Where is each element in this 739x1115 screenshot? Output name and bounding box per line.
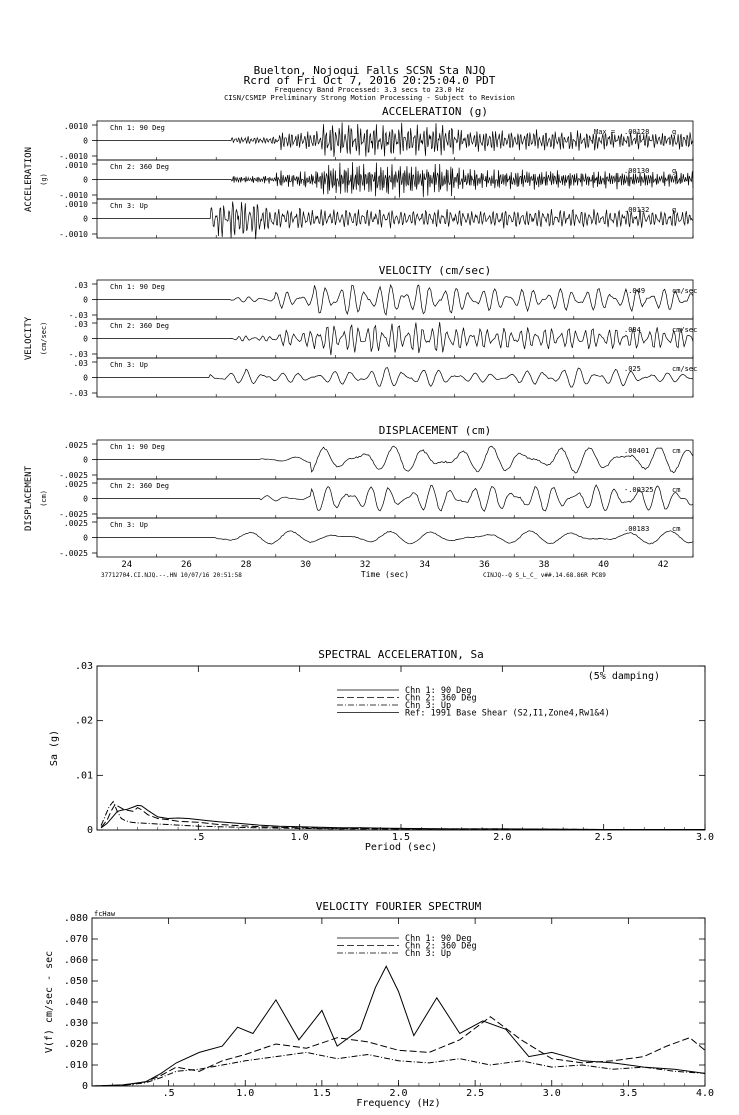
- x-tick-label: 2.0: [493, 832, 512, 843]
- y-tick-label-zero: 0: [83, 175, 88, 185]
- peak-unit: cm: [672, 525, 681, 533]
- time-tick-label: 38: [538, 560, 550, 570]
- footer-right: CINJQ--Q S_L_C_ v##.14.68.86R PC89: [483, 572, 606, 579]
- channel-waveform: [97, 485, 693, 511]
- panel-title: DISPLACEMENT (cm): [378, 424, 492, 437]
- series-line-1: [101, 805, 705, 829]
- y-tick-label-zero: 0: [83, 533, 88, 543]
- peak-unit: g: [672, 206, 677, 214]
- y-tick-label: 0: [86, 825, 93, 836]
- y-tick-label-neg: -.0025: [59, 549, 88, 558]
- y-tick-label-neg: -.0010: [59, 230, 88, 239]
- x-tick-label: .5: [162, 1088, 175, 1099]
- y-tick-label: .01: [74, 770, 93, 782]
- peak-unit: g: [672, 128, 677, 136]
- legend-label: Ref: 1991 Base Shear (S2,I1,Zone4,Rw1&4): [405, 708, 610, 719]
- channel-label: Chn 3: Up: [110, 361, 148, 369]
- x-tick-label: 3.0: [542, 1088, 561, 1099]
- station-title: Buelton, Nojoqui Falls SCSN Sta NJQ: [253, 64, 486, 77]
- x-tick-label: .5: [192, 832, 205, 843]
- y-tick-label: .050: [63, 976, 88, 987]
- peak-unit: cm/sec: [672, 365, 698, 373]
- series-line-2: [92, 1017, 705, 1086]
- y-tick-label-zero: 0: [83, 334, 88, 344]
- x-tick-label: 1.0: [290, 832, 309, 843]
- y-tick-label-neg: -.0025: [59, 471, 88, 480]
- y-tick-label-zero: 0: [83, 373, 88, 383]
- timeseries-panel-vel: [24, 264, 697, 398]
- legend-label: Chn 1: 90 Deg: [405, 934, 472, 944]
- timeseries-panel-dis: [24, 424, 693, 558]
- chart-title: SPECTRAL ACCELERATION, Sa: [318, 648, 484, 661]
- channel-waveform: [97, 202, 693, 240]
- y-tick-label-neg: -.0010: [59, 191, 88, 200]
- time-tick-label: 24: [121, 560, 133, 570]
- time-tick-label: 42: [657, 560, 669, 570]
- channel-label: Chn 2: 360 Deg: [110, 163, 170, 171]
- y-tick-label: .03: [74, 661, 93, 672]
- damping-note: (5% damping): [587, 671, 660, 682]
- channel-label: Chn 2: 360 Deg: [110, 482, 170, 490]
- legend-label: Chn 2: 360 Deg: [405, 693, 477, 704]
- time-tick-label: 36: [478, 560, 490, 570]
- y-tick-label-zero: 0: [83, 494, 88, 504]
- channel-waveform: [97, 531, 693, 544]
- x-tick-label: 1.5: [391, 832, 411, 843]
- channel-label: Chn 1: 90 Deg: [110, 443, 165, 451]
- processing-note: CISN/CSMIP Preliminary Strong Motion Processing - Subject to Revision: [224, 94, 515, 102]
- time-tick-label: 26: [180, 560, 192, 570]
- x-tick-label: 2.5: [594, 832, 613, 843]
- legend-label: Chn 2: 360 Deg: [405, 941, 477, 952]
- chart-title: VELOCITY FOURIER SPECTRUM: [315, 900, 482, 913]
- series-line-3: [101, 802, 705, 830]
- x-tick-label: 2.0: [389, 1088, 408, 1099]
- channel-label: Chn 3: Up: [110, 202, 148, 210]
- peak-value: .00130: [624, 167, 650, 175]
- y-tick-label-neg: -.03: [68, 389, 88, 398]
- frequency-band: Frequency Band Processed: 3.3 secs to 23.0 Hz: [274, 86, 465, 94]
- series-line-2: [101, 804, 705, 829]
- corner-label: fcHaw: [94, 910, 116, 918]
- y-tick-label: .020: [63, 1039, 88, 1050]
- y-tick-label-neg: -.0025: [59, 510, 88, 519]
- channel-waveform: [97, 162, 693, 198]
- panel-unit-label: (g): [40, 173, 48, 186]
- channel-label: Chn 1: 90 Deg: [110, 124, 165, 132]
- y-tick-label-pos: .0025: [63, 519, 88, 528]
- x-tick-label: 3.5: [619, 1088, 638, 1099]
- y-tick-label-zero: 0: [83, 455, 88, 465]
- peak-unit: cm: [672, 486, 681, 494]
- time-axis-label: Time (sec): [360, 570, 410, 579]
- panel-title: ACCELERATION (g): [382, 105, 488, 118]
- y-axis-label: V(f) cm/sec - sec: [44, 950, 55, 1054]
- peak-value: -.049: [624, 287, 646, 295]
- y-tick-label: .02: [74, 715, 93, 727]
- legend-label: Chn 3: Up: [405, 701, 452, 711]
- y-tick-label: .030: [63, 1018, 88, 1029]
- y-tick-label: 0: [81, 1081, 88, 1092]
- panel-unit-label: (cm/sec): [40, 321, 48, 356]
- x-tick-label: 1.5: [312, 1088, 331, 1099]
- x-axis-label: Frequency (Hz): [356, 1098, 441, 1109]
- panel-unit-label: (cm): [40, 490, 48, 507]
- peak-unit: cm: [672, 447, 681, 455]
- panel-side-label: VELOCITY: [24, 316, 34, 361]
- y-tick-label-neg: -.03: [68, 350, 88, 359]
- x-tick-label: 2.5: [466, 1088, 485, 1099]
- panel-side-label: ACCELERATION: [24, 146, 34, 213]
- peak-unit: cm/sec: [672, 326, 698, 334]
- time-tick-label: 34: [419, 560, 431, 570]
- y-tick-label-zero: 0: [83, 295, 88, 305]
- plot-frame: [97, 666, 705, 830]
- x-tick-label: 4.0: [695, 1088, 715, 1099]
- footer-left: 37712704.CI.NJQ.--.HN 10/07/16 20:51:58: [101, 572, 242, 579]
- y-tick-label-neg: -.0010: [59, 152, 88, 161]
- channel-waveform: [97, 285, 693, 315]
- y-tick-label-pos: .03: [73, 281, 88, 290]
- y-tick-label-neg: -.03: [68, 311, 88, 320]
- channel-waveform: [97, 322, 693, 355]
- peak-value: .034: [624, 326, 641, 334]
- time-tick-label: 32: [359, 560, 371, 570]
- y-tick-label-zero: 0: [83, 136, 88, 146]
- timeseries-panel-acc: [24, 105, 693, 239]
- peak-value: .025: [624, 365, 641, 373]
- y-tick-label-pos: .0010: [63, 122, 88, 131]
- y-tick-label-pos: .0010: [63, 161, 88, 170]
- max-label: Max =: [594, 128, 616, 136]
- panel-title: VELOCITY (cm/sec): [378, 264, 492, 277]
- peak-value: .00132: [624, 206, 650, 214]
- y-tick-label-pos: .0010: [63, 200, 88, 209]
- peak-value: .00128: [624, 128, 650, 136]
- legend-label: Chn 1: 90 Deg: [405, 686, 472, 696]
- y-tick-label: .080: [63, 913, 88, 924]
- record-time: Rcrd of Fri Oct 7, 2016 20:25:04.0 PDT: [243, 74, 496, 87]
- time-tick-label: 30: [300, 560, 312, 570]
- x-tick-label: 1.0: [236, 1088, 255, 1099]
- peak-value: .00183: [624, 525, 650, 533]
- time-tick-label: 40: [598, 560, 610, 570]
- channel-label: Chn 1: 90 Deg: [110, 283, 165, 291]
- y-tick-label: .070: [63, 934, 88, 945]
- y-tick-label: .060: [63, 955, 88, 966]
- channel-waveform: [97, 368, 693, 387]
- channel-label: Chn 3: Up: [110, 521, 148, 529]
- y-tick-label-pos: .0025: [63, 480, 88, 489]
- y-tick-label: .040: [63, 997, 88, 1008]
- channel-waveform: [97, 446, 693, 473]
- peak-value: -.00325: [624, 486, 654, 494]
- y-tick-label-pos: .03: [73, 359, 88, 368]
- y-axis-label: Sa (g): [49, 729, 60, 767]
- time-tick-label: 28: [240, 560, 252, 570]
- peak-unit: g: [672, 167, 677, 175]
- x-tick-label: 3.0: [695, 832, 715, 843]
- legend-label: Chn 3: Up: [405, 949, 452, 959]
- panel-side-label: DISPLACEMENT: [24, 465, 34, 532]
- peak-unit: cm/sec: [672, 287, 698, 295]
- y-tick-label: .010: [63, 1060, 88, 1071]
- x-axis-label: Period (sec): [364, 842, 438, 853]
- y-tick-label-zero: 0: [83, 214, 88, 224]
- velocity-fourier-spectrum-chart: [0, 890, 739, 1115]
- spectral-acceleration-chart: [0, 640, 739, 855]
- channel-label: Chn 2: 360 Deg: [110, 322, 170, 330]
- y-tick-label-pos: .0025: [63, 441, 88, 450]
- peak-value: .00401: [624, 447, 650, 455]
- y-tick-label-pos: .03: [73, 320, 88, 329]
